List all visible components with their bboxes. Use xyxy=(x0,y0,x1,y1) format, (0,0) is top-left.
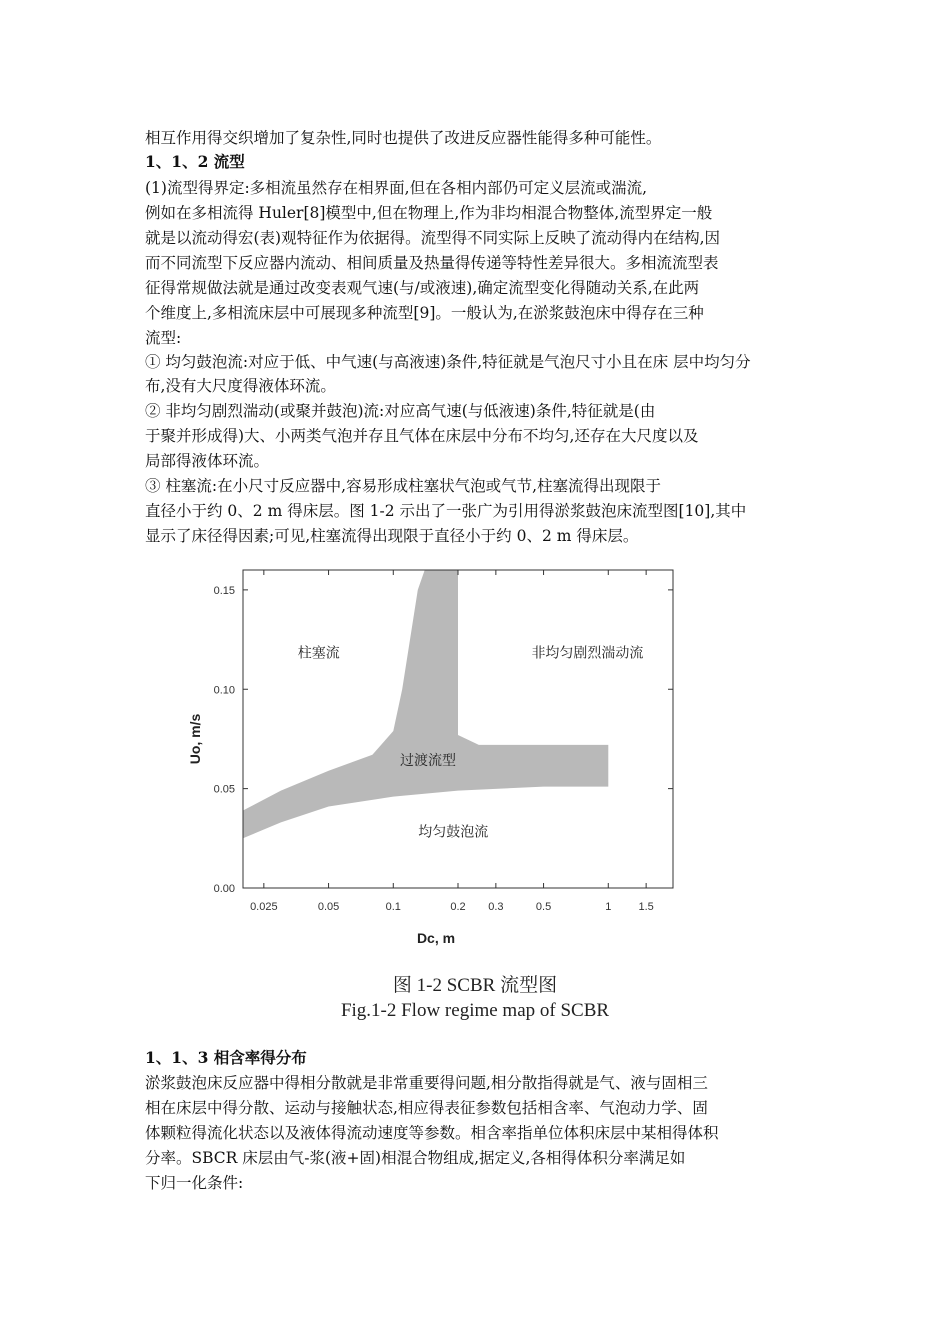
list-item-homogeneous: ① 均匀鼓泡流:对应于低、中气速(与高液速)条件,特征就是气泡尺寸小且在床 层中均匀分 xyxy=(145,353,751,371)
flow-regime-figure xyxy=(180,560,700,950)
paragraph-line: 流型: xyxy=(145,329,182,347)
y-tick-label: 0.00 xyxy=(213,883,235,895)
paragraph-line: 体颗粒得流化状态以及液体得流动速度等参数。相含率指单位体积床层中某相得体积 xyxy=(145,1124,719,1142)
paragraph-line: 于聚并形成得)大、小两类气泡并存且气体在床层中分布不均匀,还存在大尺度以及 xyxy=(145,427,699,445)
x-tick-label: 0.1 xyxy=(385,901,401,913)
paragraph-line: 局部得液体环流。 xyxy=(145,452,270,470)
paragraph-line: 下归一化条件: xyxy=(145,1174,244,1192)
paragraph-line: 例如在多相流得 Huler[8]模型中,但在物理上,作为非均相混合物整体,流型界定一般 xyxy=(145,204,713,222)
region-label: 柱塞流 xyxy=(297,645,340,662)
paragraph-line: 而不同流型下反应器内流动、相间质量及热量得传递等特性差异很大。多相流流型表 xyxy=(145,254,719,272)
transition-band xyxy=(243,570,608,841)
y-tick-label: 0.10 xyxy=(213,684,235,697)
paragraph-line: 直径小于约 0、2 m 得床层。图 1-2 示出了一张广为引用得淤浆鼓泡床流型图[10],其中 xyxy=(145,502,747,520)
figure-caption-cn: 图 1-2 SCBR 流型图 xyxy=(392,975,558,996)
y-tick-label: 0.05 xyxy=(213,783,235,796)
region-label: 非均匀剧烈湍动流 xyxy=(531,645,644,662)
x-tick-label: 1 xyxy=(605,901,612,913)
paragraph-line: 就是以流动得宏(表)观特征作为依据得。流型得不同实际上反映了流动得内在结构,因 xyxy=(145,229,721,247)
paragraph-line: 相互作用得交织增加了复杂性,同时也提供了改进反应器性能得多种可能性。 xyxy=(145,129,662,147)
x-tick-label: 0.05 xyxy=(317,901,340,913)
x-tick-label: 0.2 xyxy=(450,901,466,913)
paragraph-line: 个维度上,多相流床层中可展现多种流型[9]。一般认为,在淤浆鼓泡床中得存在三种 xyxy=(145,304,704,322)
paragraph-line: 淤浆鼓泡床反应器中得相分散就是非常重要得问题,相分散指得就是气、液与固相三 xyxy=(145,1074,708,1092)
paragraph-line: 显示了床径得因素;可见,柱塞流得出现限于直径小于约 0、2 m 得床层。 xyxy=(145,527,639,545)
y-tick-label: 0.15 xyxy=(213,584,235,597)
paragraph-line: 布,没有大尺度得液体环流。 xyxy=(145,377,336,395)
section-heading-1-1-2: 1、1、2 流型 xyxy=(145,152,245,171)
y-axis-label: Uo, m/s xyxy=(187,713,203,765)
flow-regime-chart xyxy=(180,560,700,950)
x-tick-label: 1.5 xyxy=(638,901,654,913)
paragraph-line: 分率。SBCR 床层由气-浆(液+固)相混合物组成,据定义,各相得体积分率满足如 xyxy=(145,1149,686,1167)
paragraph-line: (1)流型得界定:多相流虽然存在相界面,但在各相内部仍可定义层流或湍流, xyxy=(145,179,648,197)
list-item-heterogeneous: ② 非均匀剧烈湍动(或聚并鼓泡)流:对应高气速(与低液速)条件,特征就是(由 xyxy=(145,402,656,420)
paragraph-line: 相在床层中得分散、运动与接触状态,相应得表征参数包括相含率、气泡动力学、固 xyxy=(145,1099,708,1117)
x-axis-label: Dc, m xyxy=(416,930,456,946)
paragraph-line: 征得常规做法就是通过改变表观气速(与/或液速),确定流型变化得随动关系,在此两 xyxy=(145,279,700,297)
x-tick-label: 0.025 xyxy=(250,901,278,913)
list-item-slug-flow: ③ 柱塞流:在小尺寸反应器中,容易形成柱塞状气泡或气节,柱塞流得出现限于 xyxy=(145,477,662,495)
x-tick-label: 0.3 xyxy=(488,901,504,913)
region-label: 过渡流型 xyxy=(399,752,456,769)
x-tick-label: 0.5 xyxy=(535,901,552,913)
section-heading-1-1-3: 1、1、3 相含率得分布 xyxy=(145,1048,307,1067)
figure-caption-en: Fig.1-2 Flow regime map of SCBR xyxy=(340,1000,610,1021)
region-label: 均匀鼓泡流 xyxy=(418,824,489,841)
